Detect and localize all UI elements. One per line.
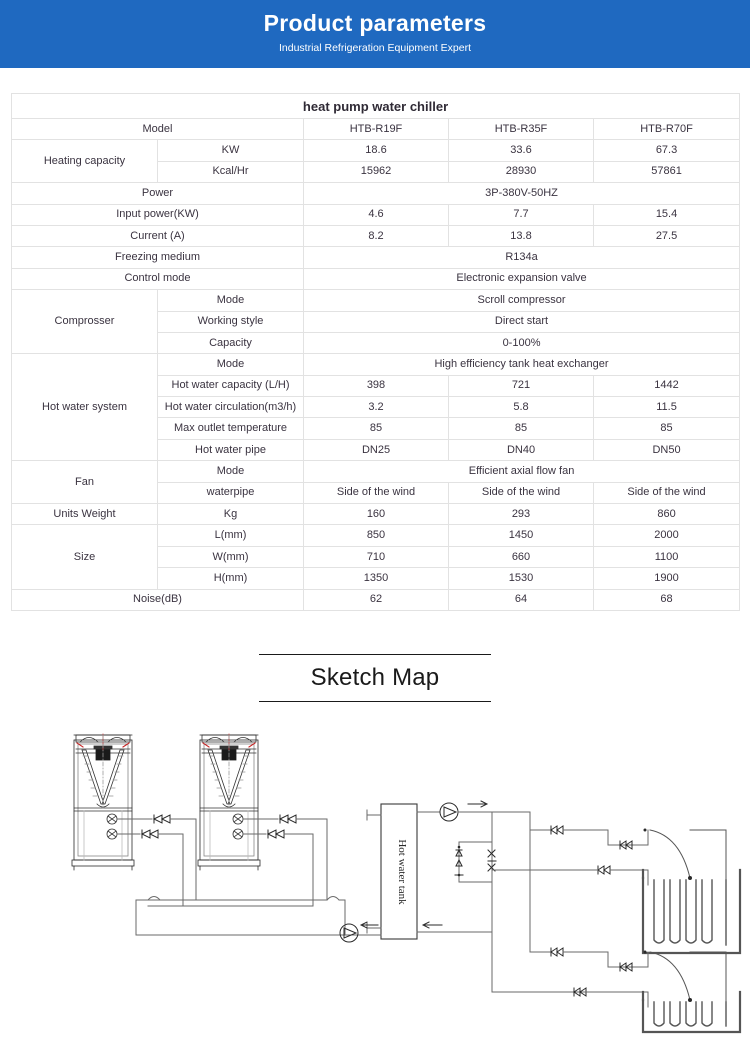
table-row: [12, 140, 740, 161]
row-label: Mode: [158, 461, 304, 482]
table-row-title: [12, 94, 740, 119]
cell-value: 860: [594, 504, 740, 525]
cell-value: 1350: [304, 568, 449, 589]
cell-value: Side of the wind: [304, 482, 449, 503]
table-row: [12, 204, 740, 225]
cell-value: 8.2: [304, 225, 449, 246]
table-row: [12, 589, 740, 610]
cell-value: 85: [594, 418, 740, 439]
row-label: H(mm): [158, 568, 304, 589]
valve-icon: [154, 815, 170, 823]
cell-merged-value: Efficient axial flow fan: [304, 461, 740, 482]
row-group-label: Size: [12, 525, 158, 589]
cell-value: DN25: [304, 439, 449, 460]
row-label: Freezing medium: [12, 247, 304, 268]
cell-merged-value: Electronic expansion valve: [304, 268, 740, 289]
sketch-map-diagram: [0, 720, 750, 1035]
table-row: [12, 183, 740, 204]
cell-merged-value: 0-100%: [304, 332, 740, 353]
row-label: Mode: [158, 290, 304, 311]
cell-value: 85: [304, 418, 449, 439]
cell-value: 18.6: [304, 140, 449, 161]
table-row: [12, 268, 740, 289]
cell-value: 721: [449, 375, 594, 396]
cell-merged-value: Scroll compressor: [304, 290, 740, 311]
cell-value: 13.8: [449, 225, 594, 246]
spec-table-title: heat pump water chiller: [12, 94, 740, 119]
cell-merged-value: R134a: [304, 247, 740, 268]
hot-water-tank-label: Hot water tank: [396, 839, 408, 905]
row-label: Kcal/Hr: [158, 161, 304, 182]
row-label: L(mm): [158, 525, 304, 546]
row-label: Hot water circulation(m3/h): [158, 397, 304, 418]
cell-value: 85: [449, 418, 594, 439]
gate-valve-icon: [551, 948, 563, 956]
cell-value: DN50: [594, 439, 740, 460]
row-label: Noise(dB): [12, 589, 304, 610]
page-banner: [0, 0, 750, 68]
return-header-piping: [136, 819, 345, 935]
cell-value: 62: [304, 589, 449, 610]
table-row: [12, 525, 740, 546]
flow-arrow-icon: [468, 801, 487, 807]
cell-value: 64: [449, 589, 594, 610]
table-row: [12, 290, 740, 311]
cell-value: 2000: [594, 525, 740, 546]
row-label: W(mm): [158, 546, 304, 567]
cell-value: 398: [304, 375, 449, 396]
cell-model-3: HTB-R70F: [594, 119, 740, 140]
flow-arrow-icon: [361, 922, 378, 928]
spec-table-container: [11, 93, 739, 611]
row-label: Model: [12, 119, 304, 140]
row-label: KW: [158, 140, 304, 161]
row-label: Kg: [158, 504, 304, 525]
unit-2-piping: [243, 815, 327, 838]
valve-icon: [142, 830, 158, 838]
unit-1-piping: [117, 815, 196, 838]
cell-merged-value: High efficiency tank heat exchanger: [304, 354, 740, 375]
circulation-pump-bottom: [340, 922, 378, 942]
cell-value: DN40: [449, 439, 594, 460]
valve-icon: [280, 815, 296, 823]
sketch-map-heading: [259, 654, 491, 702]
cell-value: 33.6: [449, 140, 594, 161]
row-label: Control mode: [12, 268, 304, 289]
row-label: waterpipe: [158, 482, 304, 503]
row-label: Current (A): [12, 225, 304, 246]
cell-value: 15962: [304, 161, 449, 182]
cell-value: 28930: [449, 161, 594, 182]
cell-value: 7.7: [449, 204, 594, 225]
cell-value: Side of the wind: [449, 482, 594, 503]
cell-value: 1450: [449, 525, 594, 546]
heating-bath-1: [492, 826, 740, 953]
cell-model-2: HTB-R35F: [449, 119, 594, 140]
cell-value: 5.8: [449, 397, 594, 418]
spec-table-body: [12, 94, 740, 611]
row-label: Input power(KW): [12, 204, 304, 225]
cell-value: 27.5: [594, 225, 740, 246]
cell-value: 4.6: [304, 204, 449, 225]
cell-value: 1100: [594, 546, 740, 567]
cell-model-1: HTB-R19F: [304, 119, 449, 140]
sketch-map-heading-label: Sketch Map: [310, 663, 440, 691]
valve-icon: [268, 830, 284, 838]
cell-value: 293: [449, 504, 594, 525]
cell-merged-value: 3P-380V-50HZ: [304, 183, 740, 204]
table-row: [12, 247, 740, 268]
row-label: Max outlet temperature: [158, 418, 304, 439]
cell-value: 15.4: [594, 204, 740, 225]
valve-icon: [488, 850, 496, 871]
page-subtitle: Industrial Refrigeration Equipment Expert: [278, 42, 471, 54]
cell-value: 3.2: [304, 397, 449, 418]
row-group-label: Fan: [12, 461, 158, 504]
cell-merged-value: Direct start: [304, 311, 740, 332]
row-label: Mode: [158, 354, 304, 375]
row-label: Power: [12, 183, 304, 204]
heating-bath-2: [492, 948, 740, 1032]
cell-value: 1530: [449, 568, 594, 589]
cell-value: 1442: [594, 375, 740, 396]
cell-value: Side of the wind: [594, 482, 740, 503]
row-group-label: Heating capacity: [12, 140, 158, 183]
spec-table: [11, 93, 740, 611]
cell-value: 67.3: [594, 140, 740, 161]
cell-value: 1900: [594, 568, 740, 589]
gate-valve-icon: [598, 866, 610, 874]
table-row: [12, 461, 740, 482]
gate-valve-icon: [551, 826, 563, 834]
table-row: [12, 504, 740, 525]
hot-water-tank: [367, 804, 417, 939]
row-label: Working style: [158, 311, 304, 332]
cell-value: 68: [594, 589, 740, 610]
cell-value: 850: [304, 525, 449, 546]
heat-pump-unit-2: [198, 734, 260, 870]
bypass-assembly: [455, 812, 496, 925]
sketch-map-svg: [0, 720, 750, 1035]
row-group-label: Units Weight: [12, 504, 158, 525]
cell-value: 160: [304, 504, 449, 525]
row-label: Hot water pipe: [158, 439, 304, 460]
row-label: Capacity: [158, 332, 304, 353]
table-row: [12, 119, 740, 140]
cell-value: 11.5: [594, 397, 740, 418]
cell-value: 57861: [594, 161, 740, 182]
cell-value: 660: [449, 546, 594, 567]
circulation-pump-top: [417, 801, 530, 821]
flow-arrow-icon: [423, 922, 442, 928]
row-group-label: Hot water system: [12, 354, 158, 461]
row-group-label: Comprosser: [12, 290, 158, 354]
heat-pump-unit-1: [72, 734, 134, 870]
table-row: [12, 354, 740, 375]
row-label: Hot water capacity (L/H): [158, 375, 304, 396]
table-row: [12, 225, 740, 246]
cell-value: 710: [304, 546, 449, 567]
page-title: Product parameters: [263, 10, 487, 36]
